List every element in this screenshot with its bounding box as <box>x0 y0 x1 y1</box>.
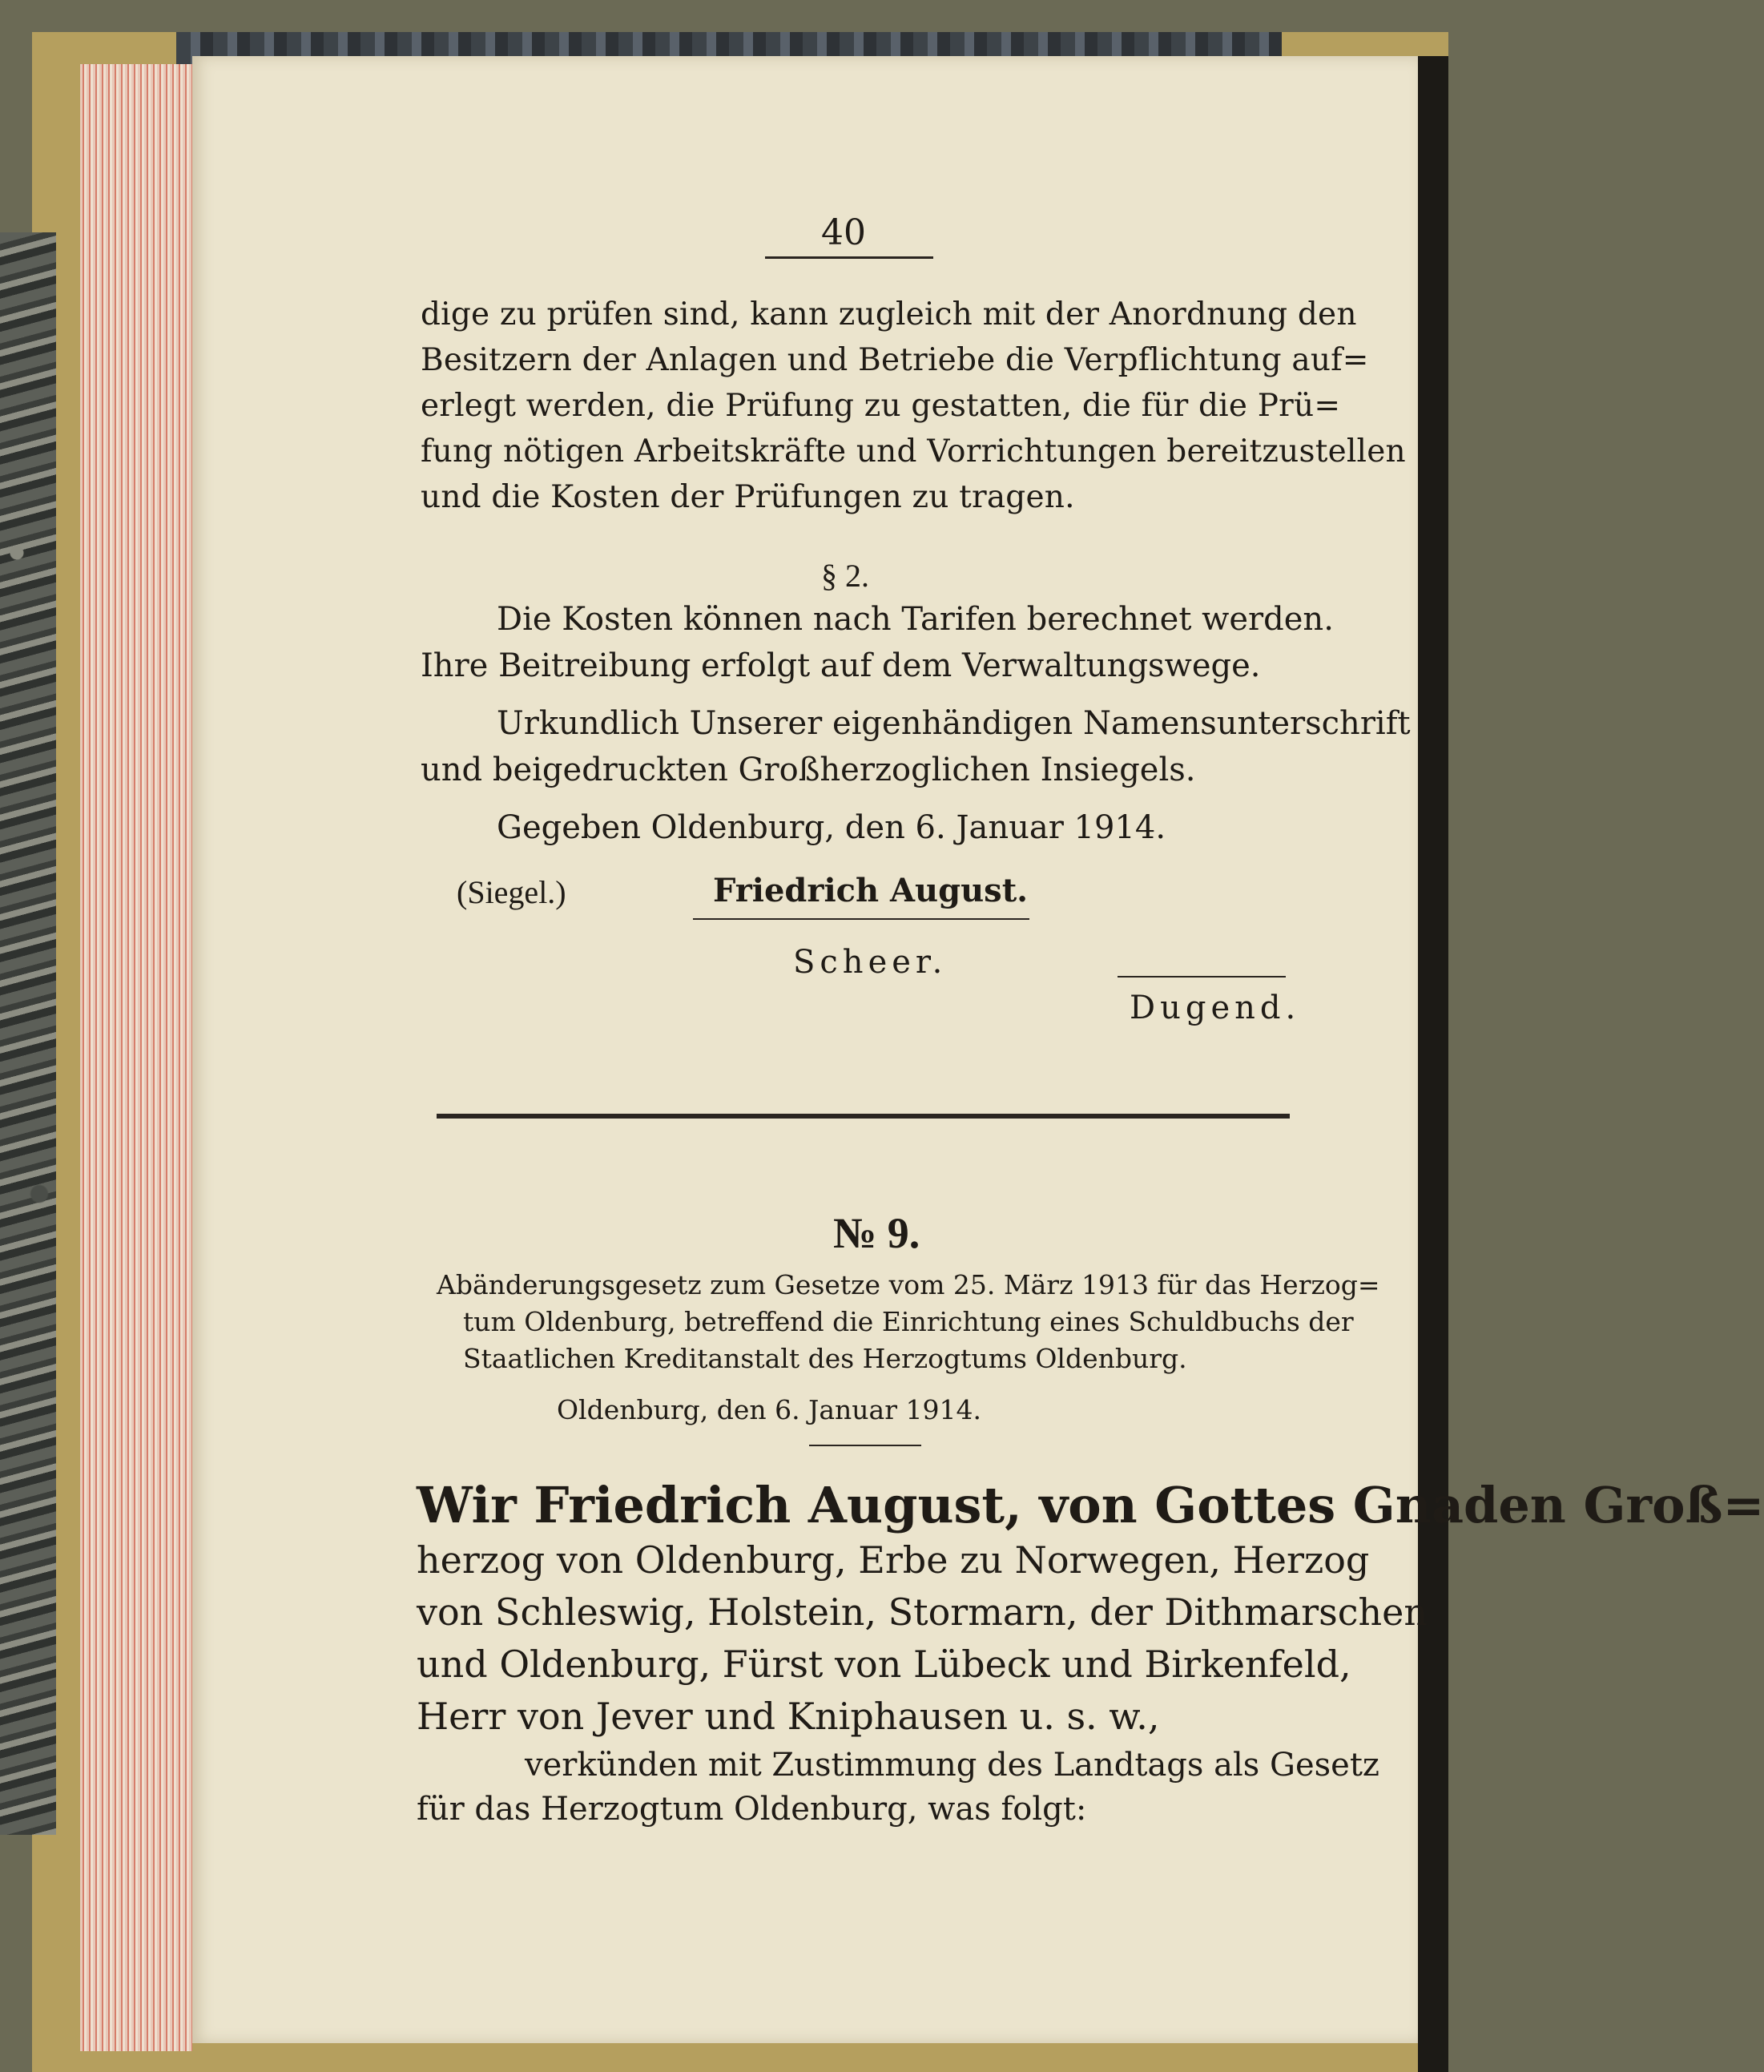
paragraph-line: fung nötigen Arbeitskräfte und Vorrichtungen bereitzustellen <box>421 433 1406 470</box>
page-number: 40 <box>821 212 866 253</box>
law-title-line: Abänderungsgesetz zum Gesetze vom 25. März 1913 für das Herzog= <box>437 1269 1380 1300</box>
section-mark: § 2. <box>821 558 869 594</box>
enactment-line: für das Herzogtum Oldenburg, was folgt: <box>417 1791 1087 1828</box>
countersign-rule <box>1118 976 1286 978</box>
paragraph-line: dige zu prüfen sind, kann zugleich mit der Anordnung den <box>421 296 1357 333</box>
preamble-line: und Oldenburg, Fürst von Lübeck und Birkenfeld, <box>417 1643 1351 1686</box>
signature-rule <box>693 918 1029 920</box>
law-title-line: tum Oldenburg, betreffend die Einrichtung eines Schuldbuchs der <box>463 1306 1354 1337</box>
countersignature-scheer: Scheer. <box>793 944 948 981</box>
facing-page-edge <box>1418 56 1448 2072</box>
page-edges <box>80 64 192 2051</box>
section-divider <box>437 1114 1290 1119</box>
paragraph-line: Urkundlich Unserer eigenhändigen Namensunterschrift <box>497 705 1411 742</box>
law-title-line: Staatlichen Kreditanstalt des Herzogtums Oldenburg. <box>463 1343 1187 1374</box>
paragraph-line: Ihre Beitreibung erfolgt auf dem Verwaltungswege. <box>421 647 1261 684</box>
signature: Friedrich August. <box>713 872 1029 909</box>
header-rule <box>765 256 933 259</box>
countersignature-dugend: Dugend. <box>1130 990 1301 1026</box>
law-number: № 9. <box>833 1209 920 1257</box>
preamble-line: Herr von Jever und Kniphausen u. s. w., <box>417 1695 1160 1738</box>
paragraph-line: Besitzern der Anlagen und Betriebe die Verpflichtung auf= <box>421 342 1369 378</box>
given-line: Gegeben Oldenburg, den 6. Januar 1914. <box>497 809 1166 846</box>
preamble-line: von Schleswig, Holstein, Stormarn, der Dithmarschen <box>417 1590 1428 1634</box>
paragraph-line: und die Kosten der Prüfungen zu tragen. <box>421 479 1075 515</box>
preamble-line: herzog von Oldenburg, Erbe zu Norwegen, Herzog <box>417 1538 1370 1582</box>
paragraph-line: erlegt werden, die Prüfung zu gestatten, die für die Prü= <box>421 388 1341 424</box>
enactment-line: verkünden mit Zustimmung des Landtags als Gesetz <box>525 1747 1379 1784</box>
paragraph-line: Die Kosten können nach Tarifen berechnet werden. <box>497 601 1334 638</box>
paragraph-line: und beigedruckten Großherzoglichen Insiegels. <box>421 752 1196 788</box>
law-date-rule <box>809 1445 921 1446</box>
preamble-line: Wir Friedrich August, von Gottes Gnaden Groß= <box>417 1476 1764 1534</box>
law-date: Oldenburg, den 6. Januar 1914. <box>557 1394 981 1425</box>
seal-mark: (Siegel.) <box>457 874 566 910</box>
marbled-board <box>0 232 56 1835</box>
